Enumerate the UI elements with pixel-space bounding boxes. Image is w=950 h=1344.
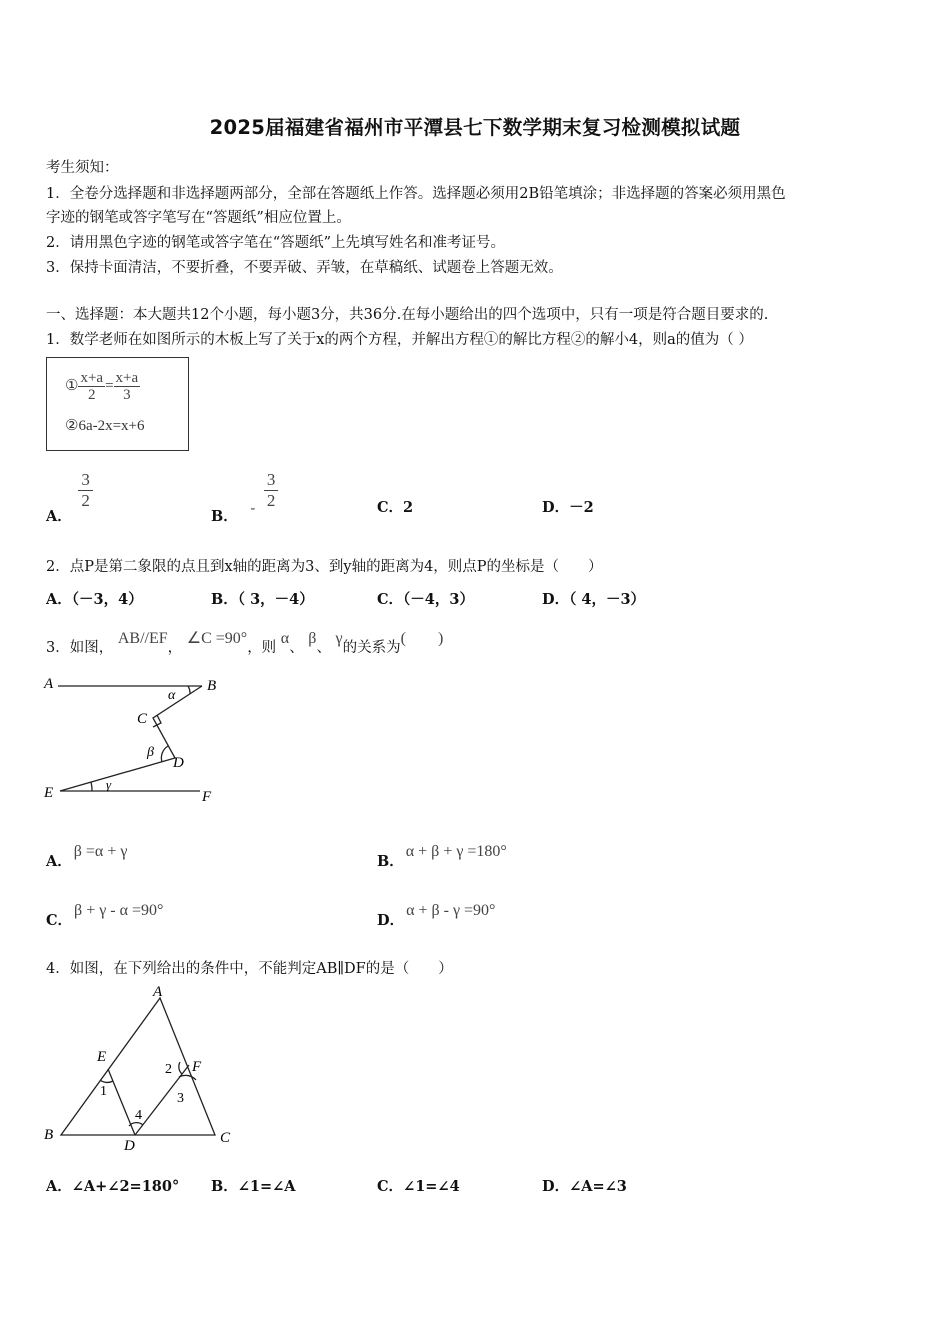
q3-option-c-text: β + γ - α =90°: [74, 902, 164, 919]
q4-label-4: 4: [135, 1108, 142, 1123]
q3-gamma: γ: [335, 630, 343, 647]
q1-option-a-den: 2: [81, 491, 90, 510]
q4-label-d: D: [124, 1138, 135, 1150]
q2-option-b[interactable]: [211, 588, 314, 609]
q3-option-b-text: α + β + γ =180°: [405, 843, 507, 860]
q4-option-a-text: ∠A+∠2=180°: [71, 1178, 180, 1195]
q3-option-d-label: D．: [377, 912, 405, 929]
q3-paren: ( ): [400, 630, 444, 647]
section-heading: 一、选择题：本大题共12个小题，每小题3分，共36分.在每小题给出的四个选项中，只有一项是符合题目要求的.: [46, 307, 769, 323]
q3-sep-1: 、: [289, 640, 304, 656]
q1-option-b-num: 3: [264, 470, 279, 491]
q3-cond-angle: ∠C =90°: [186, 630, 248, 647]
q1-eq1-left-num: x+a: [80, 370, 104, 386]
q1-eq1-right-num: x+a: [115, 370, 139, 386]
q4-option-d-text: ∠A=∠3: [569, 1178, 627, 1195]
q4-label-2: 2: [165, 1062, 172, 1077]
q2-option-c-text: （－4，3）: [403, 591, 474, 608]
q4-option-c-text: ∠1=∠4: [403, 1178, 460, 1195]
q3-option-a[interactable]: [46, 843, 128, 871]
q3-label-a: A: [44, 676, 54, 692]
q4-label-b: B: [44, 1127, 54, 1143]
q3-option-d[interactable]: [377, 902, 496, 930]
q4-option-c-label: C．: [377, 1178, 404, 1195]
q1-stem: 1．数学老师在如图所示的木板上写了关于x的两个方程，并解出方程①的解比方程②的解小4，则a的值为（ ）: [46, 332, 753, 348]
q1-option-a[interactable]: [46, 470, 91, 525]
q1-eq1: [65, 370, 140, 403]
q3-label-beta: β: [147, 745, 154, 760]
notice-item-1: 1．全卷分选择题和非选择题两部分，全部在答题纸上作答。选择题必须用2B铅笔填涂；非选择题的答案必须用黑色: [46, 186, 786, 202]
q1-option-b-label: B．: [211, 507, 238, 525]
q4-label-1: 1: [100, 1084, 107, 1099]
q3-alpha: α: [280, 630, 290, 647]
q4-arc-2: [179, 1062, 182, 1074]
q4-option-d-label: D．: [542, 1178, 570, 1195]
q3-sep-2: 、: [316, 640, 331, 656]
q3-beta: β: [308, 630, 317, 647]
q2-option-c[interactable]: [377, 588, 474, 609]
q4-stem: 4．如图，在下列给出的条件中，不能判定AB∥DF的是（ ）: [46, 961, 453, 977]
q1-option-c-text: 2: [403, 499, 414, 516]
q3-option-a-label: A．: [46, 853, 72, 870]
q4-label-e: E: [97, 1049, 107, 1065]
q3-label-c: C: [137, 711, 148, 727]
q4-figure: [40, 982, 240, 1150]
q4-option-b[interactable]: [211, 1175, 296, 1196]
page-title: 2025届福建省福州市平潭县七下数学期末复习检测模拟试题: [209, 116, 741, 139]
q1-option-d-label: D．: [542, 499, 570, 516]
q4-arc-1: [100, 1080, 113, 1082]
q1-board: [46, 357, 189, 451]
q1-option-c-label: C．: [377, 499, 404, 516]
notice-item-2: 2．请用黑色字迹的钢笔或答字笔在“答题纸”上先填写姓名和准考证号。: [46, 235, 506, 251]
q1-eq1-equals: =: [105, 377, 114, 394]
q3-option-c-label: C．: [46, 912, 73, 929]
q4-option-c[interactable]: [377, 1175, 460, 1196]
q3-option-c[interactable]: [46, 902, 164, 930]
q4-line-ed: [108, 1069, 135, 1135]
q1-option-a-label: A．: [46, 507, 72, 525]
q2-option-a[interactable]: [46, 588, 143, 609]
q4-option-b-label: B．: [211, 1178, 238, 1195]
q1-option-d-text: －2: [569, 499, 594, 516]
q3-stem-prefix: 3．如图，: [46, 640, 114, 656]
notice-item-3: 3．保持卡面清洁，不要折叠，不要弄破、弄皱，在草稿纸、试题卷上答题无效。: [46, 260, 563, 276]
q3-option-a-text: β =α + γ: [73, 843, 128, 860]
q4-option-a-label: A．: [46, 1178, 72, 1195]
q1-option-c[interactable]: [377, 496, 413, 517]
q2-option-d-text: （ 4，－3）: [569, 591, 646, 608]
q4-label-c: C: [220, 1130, 231, 1146]
q3-option-b[interactable]: [377, 843, 507, 871]
q2-option-a-label: A．: [46, 591, 72, 608]
q1-eq1-right-den: 3: [123, 387, 131, 403]
q3-label-f: F: [202, 789, 212, 805]
q4-option-d[interactable]: [542, 1175, 627, 1196]
q1-eq1-left-frac: [78, 370, 105, 403]
q4-option-a[interactable]: [46, 1175, 179, 1196]
q3-option-d-text: α + β - γ =90°: [406, 902, 496, 919]
q3-label-d: D: [173, 755, 184, 771]
notice-item-1-cont: 字迹的钢笔或答字笔写在“答题纸”相应位置上。: [46, 210, 351, 226]
q1-option-b-sign: -: [250, 500, 256, 517]
q1-option-a-frac: [78, 470, 93, 511]
q1-option-b[interactable]: [211, 470, 276, 525]
q3-arc-alpha: [188, 686, 190, 694]
q3-figure: [40, 670, 230, 810]
notice-heading: 考生须知：: [46, 160, 119, 176]
q3-stem-mid: ，则: [247, 640, 277, 656]
q1-option-b-frac: [264, 470, 279, 511]
q1-option-a-num: 3: [78, 470, 93, 491]
q3-arc-gamma: [91, 782, 92, 791]
q2-option-b-text: （ 3，－4）: [237, 591, 314, 608]
q3-arc-beta: [161, 746, 168, 762]
q4-label-a: A: [153, 984, 163, 1000]
q2-option-b-label: B．: [211, 591, 238, 608]
q3-polyline-bcde: [60, 686, 202, 791]
q1-eq1-right-frac: [114, 370, 141, 403]
q3-stem-suffix: 的关系为: [342, 640, 401, 656]
q4-label-f: F: [192, 1059, 202, 1075]
q1-option-b-den: 2: [266, 491, 276, 510]
q1-option-d[interactable]: [542, 496, 594, 517]
q3-label-b: B: [207, 678, 217, 694]
q3-cond-parallel: AB//EF: [117, 630, 168, 647]
q4-arc-3: [179, 1075, 196, 1080]
q1-eq2: ②6a-2x=x+6: [65, 418, 145, 434]
q4-label-3: 3: [177, 1091, 184, 1106]
q4-option-b-text: ∠1=∠A: [237, 1178, 296, 1195]
q3-label-e: E: [44, 785, 54, 801]
q3-label-alpha: α: [168, 688, 176, 703]
q1-eq1-mark: ①: [65, 377, 79, 394]
q3-option-b-label: B．: [377, 853, 404, 870]
q1-eq1-left-den: 2: [88, 387, 96, 403]
q2-option-d[interactable]: [542, 588, 645, 609]
q2-option-c-label: C．: [377, 591, 404, 608]
q2-option-a-text: （－3，4）: [71, 591, 143, 608]
q2-stem: 2．点P是第二象限的点且到x轴的距离为3、到y轴的距离为4，则点P的坐标是（ ）: [46, 559, 603, 575]
q2-option-d-label: D．: [542, 591, 570, 608]
q3-label-gamma: γ: [106, 777, 112, 792]
q3-comma: ，: [167, 640, 183, 656]
q3-stem: [46, 630, 444, 657]
